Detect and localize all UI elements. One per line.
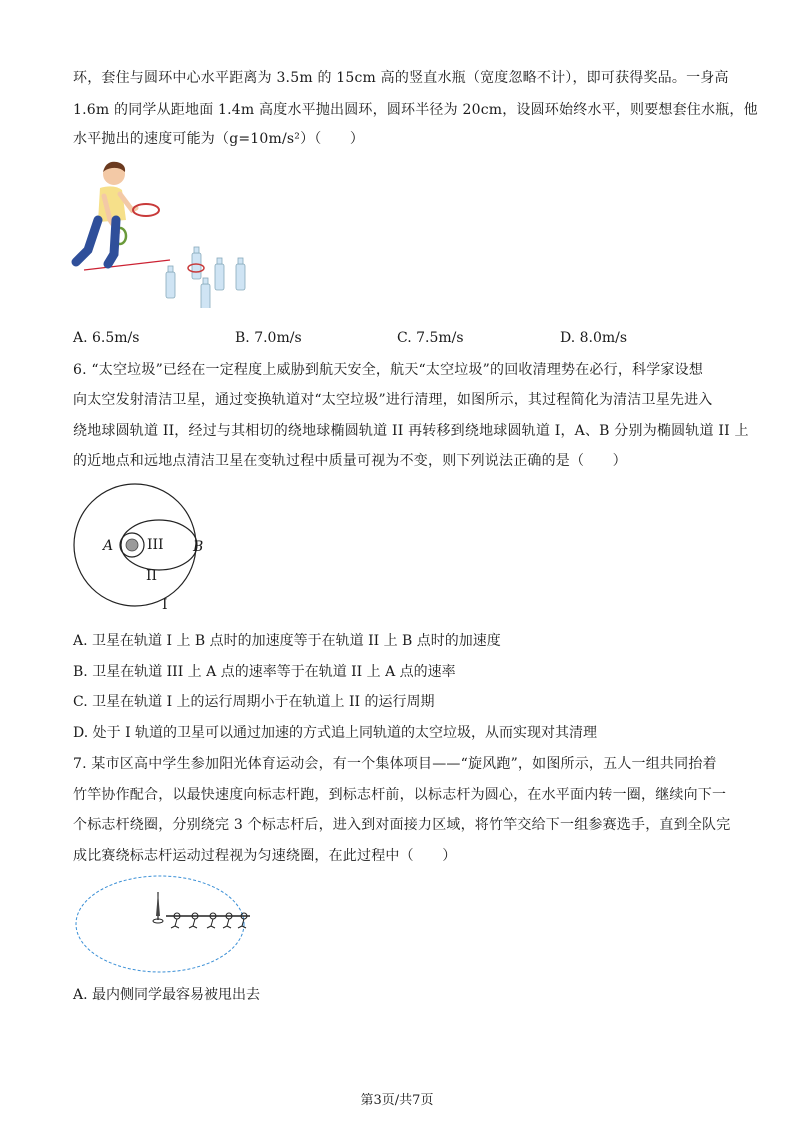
whirlwind-run-figure (74, 872, 254, 976)
q7-line-3: 个标志杆绕圈，分别绕完 3 个标志杆后，进入到对面接力区域，将竹竿交给下一组参赛选手，直到全队完 (73, 817, 731, 833)
point-a-label: A (103, 538, 114, 554)
orbit-III-label: III (147, 537, 164, 553)
q7-line-2: 竹竿协作配合，以最快速度向标志杆跑，到标志杆前，以标志杆为圆心，在水平面内转一圈，继续向下一 (73, 787, 727, 803)
orbit-diagram (68, 482, 218, 622)
page-number: 第3页/共7页 (360, 1093, 434, 1108)
q5-option-a: A. 6.5m/s (73, 330, 140, 346)
q5-option-d: D. 8.0m/s (560, 330, 628, 346)
q5-line-3: 水平抛出的速度可能为（g=10m/s²）（ ） (73, 131, 365, 147)
q6-option-d: D. 处于 I 轨道的卫星可以通过加速的方式追上同轨道的太空垃圾，从而实现对其清理 (73, 725, 598, 741)
q6-option-a: A. 卫星在轨道 I 上 B 点时的加速度等于在轨道 II 上 B 点时的加速度 (73, 633, 501, 649)
point-b-label: B (193, 539, 204, 555)
orbit-I-label: I (162, 597, 168, 613)
q6-line-4: 的近地点和远地点清洁卫星在变轨过程中质量可视为不变，则下列说法正确的是（ ） (73, 453, 627, 469)
q6-line-2: 向太空发射清洁卫星，通过变换轨道对“太空垃圾”进行清理，如图所示，其过程简化为清洁卫星先进入 (73, 392, 713, 408)
q6-option-b: B. 卫星在轨道 III 上 A 点的速率等于在轨道 II 上 A 点的速率 (73, 664, 456, 680)
q6-option-c: C. 卫星在轨道 I 上的运行周期小于在轨道上 II 的运行周期 (73, 694, 435, 710)
earth (126, 539, 138, 551)
q5-option-c: C. 7.5m/s (397, 330, 464, 346)
q7-line-1: 7. 某市区高中学生参加阳光体育运动会，有一个集体项目——“旋风跑”，如图所示，五人一组共同抬着 (73, 756, 717, 772)
q7-line-4: 成比赛绕标志杆运动过程视为匀速绕圈，在此过程中（ ） (73, 848, 457, 864)
q5-option-b: B. 7.0m/s (235, 330, 302, 346)
q5-line-1: 环，套住与圆环中心水平距离为 3.5m 的 15cm 高的竖直水瓶（宽度忽略不计），即可获得奖品。一身高 (73, 70, 729, 86)
orbit-II-label: II (146, 568, 158, 584)
circular-path (76, 876, 244, 972)
q5-line-2: 1.6m 的同学从距地面 1.4m 高度水平抛出圆环，圆环半径为 20cm，设圆环始终水平，则要想套住水瓶，他 (73, 102, 758, 118)
ring-toss-figure (70, 158, 260, 308)
q6-line-3: 绕地球圆轨道 II，经过与其相切的绕地球椭圆轨道 II 再转移到绕地球圆轨道 I，A、B 分别为椭圆轨道 II 上 (73, 423, 749, 439)
q7-option-a: A. 最内侧同学最容易被甩出去 (73, 987, 261, 1003)
q6-line-1: 6. “太空垃圾”已经在一定程度上威胁到航天安全，航天“太空垃圾”的回收清理势在必行，科学家设想 (73, 362, 704, 378)
